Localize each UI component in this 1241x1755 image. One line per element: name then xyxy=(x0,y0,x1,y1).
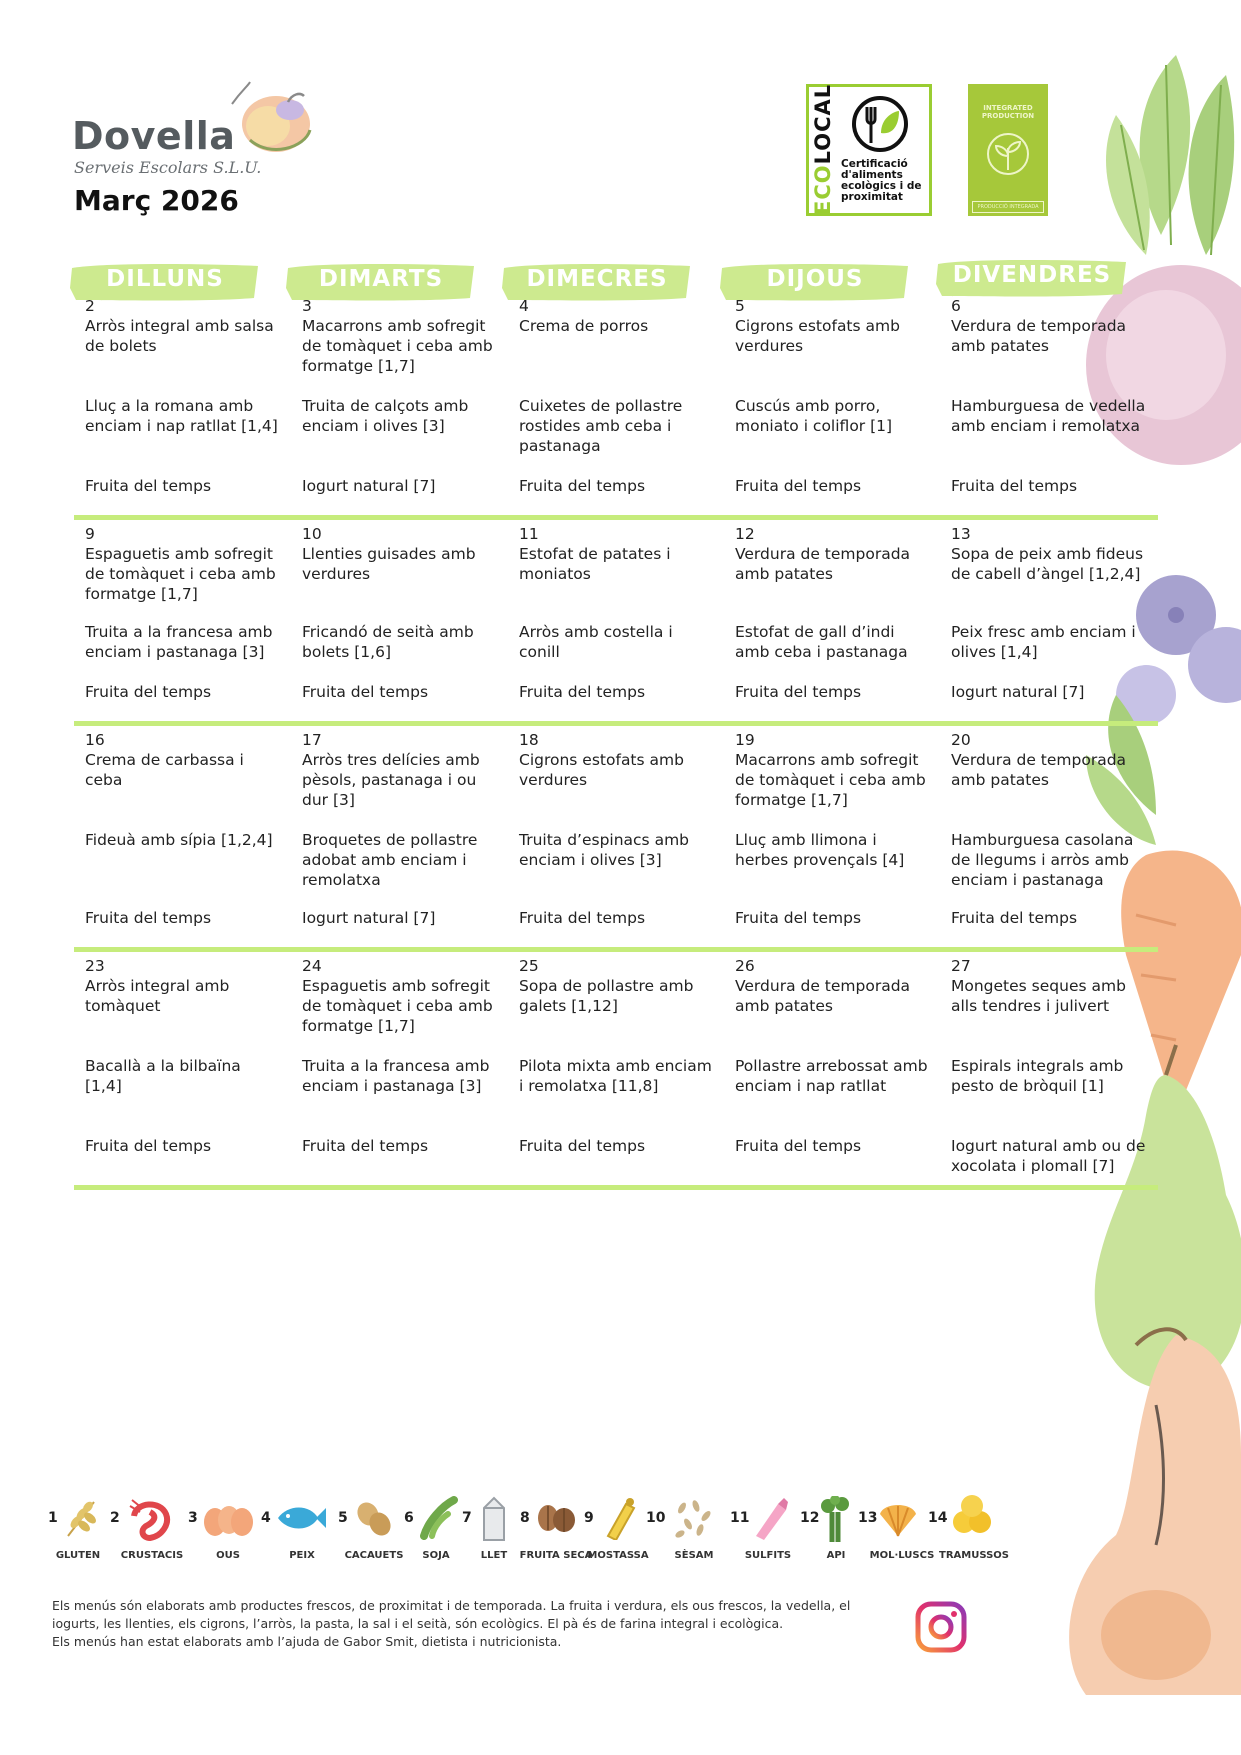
dessert: Fruita del temps xyxy=(519,1137,646,1155)
second-course: Bacallà a la bilbaïna [1,4] xyxy=(85,1057,241,1095)
second-course: Truita a la francesa amb enciam i pastanaga [3] xyxy=(302,1057,490,1095)
day-number: 4 xyxy=(519,297,529,315)
dessert: Fruita del temps xyxy=(302,1137,429,1155)
allergen-label: CACAUETS xyxy=(344,1550,404,1561)
allergen-label: SÈSAM xyxy=(674,1550,714,1561)
day-header-label: DILLUNS xyxy=(106,266,224,292)
ecolocal-description: Certificació d'aliments ecològics i de proximitat xyxy=(841,158,922,203)
allergen-label: CRUSTACIS xyxy=(120,1550,184,1561)
day-number: 26 xyxy=(735,957,755,975)
day-number: 6 xyxy=(951,297,961,315)
allergen-number: 11 xyxy=(730,1510,750,1526)
first-course: Arròs integral amb tomàquet xyxy=(85,977,230,1015)
first-course: Cigrons estofats amb verdures xyxy=(735,317,900,355)
allergen-number: 10 xyxy=(646,1510,666,1526)
allergen-number: 9 xyxy=(584,1510,594,1526)
dessert: Fruita del temps xyxy=(519,909,646,927)
day-number: 23 xyxy=(85,957,105,975)
allergen-label: SOJA xyxy=(422,1550,450,1561)
lupin-icon xyxy=(948,1492,996,1540)
first-course: Estofat de patates i moniatos xyxy=(519,545,671,583)
first-course: Arròs integral amb salsa de bolets xyxy=(85,317,274,355)
day-header-divendres xyxy=(934,256,1130,300)
wheat-icon xyxy=(62,1496,102,1540)
second-course: Hamburguesa casolana de llegums i arròs amb enciam i pastanaga xyxy=(951,831,1134,889)
sulfites-icon xyxy=(748,1496,788,1540)
sesame-icon xyxy=(672,1496,716,1540)
eggs-icon xyxy=(202,1496,254,1540)
dessert: Fruita del temps xyxy=(735,1137,862,1155)
dessert: Fruita del temps xyxy=(85,1137,212,1155)
first-course: Mongetes seques amb alls tendres i julivert xyxy=(951,977,1126,1015)
first-course: Sopa de pollastre amb galets [1,12] xyxy=(519,977,694,1015)
allergen-number: 3 xyxy=(188,1510,198,1526)
first-course: Crema de carbassa i ceba xyxy=(85,751,244,789)
allergen-label: LLET xyxy=(480,1550,508,1561)
fish-icon xyxy=(274,1496,326,1540)
second-course: Pollastre arrebossat amb enciam i nap ratllat xyxy=(735,1057,928,1095)
dessert: Iogurt natural [7] xyxy=(302,909,436,927)
allergen-number: 4 xyxy=(261,1510,271,1526)
dessert: Iogurt natural [7] xyxy=(951,683,1085,701)
second-course: Pilota mixta amb enciam i remolatxa [11,8] xyxy=(519,1057,712,1095)
dessert: Fruita del temps xyxy=(951,909,1078,927)
dessert: Fruita del temps xyxy=(85,909,212,927)
first-course: Sopa de peix amb fideus de cabell d’àngel [1,2,4] xyxy=(951,545,1144,583)
milk-icon xyxy=(476,1496,512,1542)
allergen-label: API xyxy=(826,1550,846,1561)
second-course: Espirals integrals amb pesto de bròquil [1] xyxy=(951,1057,1124,1095)
second-course: Hamburguesa de vedella amb enciam i remolatxa xyxy=(951,397,1146,435)
company-name: Dovella xyxy=(72,114,236,158)
day-number: 16 xyxy=(85,731,105,749)
second-course: Estofat de gall d’indi amb ceba i pastanaga xyxy=(735,623,908,661)
shell-icon xyxy=(876,1496,920,1540)
peach-logo-icon xyxy=(230,80,322,158)
fork-leaf-icon xyxy=(849,93,911,155)
day-number: 13 xyxy=(951,525,971,543)
second-course: Cuscús amb porro, moniato i coliflor [1] xyxy=(735,397,893,435)
dessert: Iogurt natural [7] xyxy=(302,477,436,495)
allergen-number: 5 xyxy=(338,1510,348,1526)
dessert: Fruita del temps xyxy=(519,477,646,495)
nuts-icon xyxy=(534,1496,578,1540)
first-course: Verdura de temporada amb patates xyxy=(951,317,1127,355)
allergen-label: MOL·LUSCS xyxy=(869,1550,935,1561)
allergen-number: 2 xyxy=(110,1510,120,1526)
footer-notes xyxy=(52,1597,892,1651)
first-course: Crema de porros xyxy=(519,317,649,335)
dessert: Iogurt natural amb ou de xocolata i plomall [7] xyxy=(951,1137,1146,1175)
second-course: Arròs amb costella i conill xyxy=(519,623,673,661)
dessert: Fruita del temps xyxy=(951,477,1078,495)
allergen-number: 6 xyxy=(404,1510,414,1526)
first-course: Llenties guisades amb verdures xyxy=(302,545,476,583)
day-number: 18 xyxy=(519,731,539,749)
week-separator xyxy=(74,721,1158,726)
ecolocal-eco-text: ECO xyxy=(811,164,835,215)
week-separator xyxy=(74,515,1158,520)
allergen-label: PEIX xyxy=(289,1550,315,1561)
day-header-label: DIVENDRES xyxy=(952,262,1112,288)
first-course: Verdura de temporada amb patates xyxy=(735,545,911,583)
day-header-label: DIMARTS xyxy=(318,266,444,292)
day-number: 11 xyxy=(519,525,539,543)
integrated-production-badge: PRODUCCIÓ INTEGRADA xyxy=(972,201,1044,213)
day-number: 20 xyxy=(951,731,971,749)
day-number: 17 xyxy=(302,731,322,749)
first-course: Verdura de temporada amb patates xyxy=(951,751,1127,789)
second-course: Lluç amb llimona i herbes provençals [4] xyxy=(735,831,905,869)
soy-icon xyxy=(418,1496,458,1540)
integrated-production-title: INTEGRATED PRODUCTION xyxy=(981,104,1035,120)
ecolocal-vertical-label xyxy=(811,84,835,215)
allergen-number: 7 xyxy=(462,1510,472,1526)
day-number: 2 xyxy=(85,297,95,315)
second-course: Cuixetes de pollastre rostides amb ceba i pastanaga xyxy=(519,397,683,455)
allergen-label: FRUITA SECA xyxy=(519,1550,593,1561)
allergen-label: MOSTASSA xyxy=(587,1550,649,1561)
day-number: 5 xyxy=(735,297,745,315)
day-number: 12 xyxy=(735,525,755,543)
menu-month-title: Març 2026 xyxy=(74,184,239,217)
second-course: Broquetes de pollastre adobat amb enciam i remolatxa xyxy=(302,831,478,889)
second-course: Fideuà amb sípia [1,2,4] xyxy=(85,831,273,849)
first-course: Verdura de temporada amb patates xyxy=(735,977,911,1015)
day-number: 3 xyxy=(302,297,312,315)
second-course: Truita de calçots amb enciam i olives [3] xyxy=(302,397,469,435)
first-course: Cigrons estofats amb verdures xyxy=(519,751,684,789)
second-course: Peix fresc amb enciam i olives [1,4] xyxy=(951,623,1136,661)
dessert: Fruita del temps xyxy=(85,477,212,495)
mustard-icon xyxy=(598,1496,638,1540)
integrated-production-certification xyxy=(968,84,1048,216)
day-number: 9 xyxy=(85,525,95,543)
dessert: Fruita del temps xyxy=(735,683,862,701)
instagram-icon[interactable] xyxy=(914,1600,968,1654)
day-number: 24 xyxy=(302,957,322,975)
peanut-icon xyxy=(352,1496,396,1540)
dessert: Fruita del temps xyxy=(85,683,212,701)
second-course: Lluç a la romana amb enciam i nap ratllat [1,4] xyxy=(85,397,278,435)
ecolocal-certification xyxy=(806,84,932,216)
allergen-number: 8 xyxy=(520,1510,530,1526)
second-course: Fricandó de seità amb bolets [1,6] xyxy=(302,623,474,661)
dessert: Fruita del temps xyxy=(519,683,646,701)
day-number: 10 xyxy=(302,525,322,543)
day-header-label: DIJOUS xyxy=(766,266,864,292)
week-separator xyxy=(74,947,1158,952)
ecolocal-local-text: LOCAL xyxy=(811,83,835,165)
second-course: Truita d’espinacs amb enciam i olives [3] xyxy=(519,831,690,869)
dessert: Fruita del temps xyxy=(735,477,862,495)
footer-nutritionist-note: Els menús han estat elaborats amb l’ajuda de Gabor Smit, dietista i nutricionista. xyxy=(52,1634,562,1649)
dessert: Fruita del temps xyxy=(735,909,862,927)
first-course: Espaguetis amb sofregit de tomàquet i ceba amb formatge [1,7] xyxy=(85,545,276,603)
first-course: Arròs tres delícies amb pèsols, pastanaga i ou dur [3] xyxy=(302,751,480,809)
allergen-number: 12 xyxy=(800,1510,820,1526)
day-number: 27 xyxy=(951,957,971,975)
first-course: Macarrons amb sofregit de tomàquet i ceba amb formatge [1,7] xyxy=(735,751,926,809)
company-logo xyxy=(72,78,332,178)
second-course: Truita a la francesa amb enciam i pastanaga [3] xyxy=(85,623,273,661)
week-separator xyxy=(74,1185,1158,1190)
dessert: Fruita del temps xyxy=(302,683,429,701)
celery-icon xyxy=(818,1496,854,1544)
first-course: Espaguetis amb sofregit de tomàquet i ceba amb formatge [1,7] xyxy=(302,977,493,1035)
day-number: 25 xyxy=(519,957,539,975)
sprout-icon xyxy=(986,130,1030,180)
allergen-label: GLUTEN xyxy=(55,1550,101,1561)
day-number: 19 xyxy=(735,731,755,749)
shrimp-icon xyxy=(126,1496,174,1544)
allergen-number: 14 xyxy=(928,1510,948,1526)
allergen-label: TRAMUSSOS xyxy=(939,1550,1009,1561)
allergen-legend xyxy=(48,1492,1028,1572)
first-course: Macarrons amb sofregit de tomàquet i ceba amb formatge [1,7] xyxy=(302,317,493,375)
allergen-label: SULFITS xyxy=(744,1550,792,1561)
day-header-label: DIMECRES xyxy=(526,266,668,292)
allergen-number: 13 xyxy=(858,1510,878,1526)
allergen-label: OUS xyxy=(216,1550,240,1561)
footer-ingredients-note: Els menús són elaborats amb productes frescos, de proximitat i de temporada. La fruita i verdura, els ous frescos, la vedella, el iogurts, les llenties, els cigrons, l’arròs, la pasta, la sal i el seità, són ecològics. El pà és de farina integral i ecològica. xyxy=(52,1598,851,1631)
allergen-number: 1 xyxy=(48,1510,58,1526)
company-subtitle: Serveis Escolars S.L.U. xyxy=(74,158,262,177)
